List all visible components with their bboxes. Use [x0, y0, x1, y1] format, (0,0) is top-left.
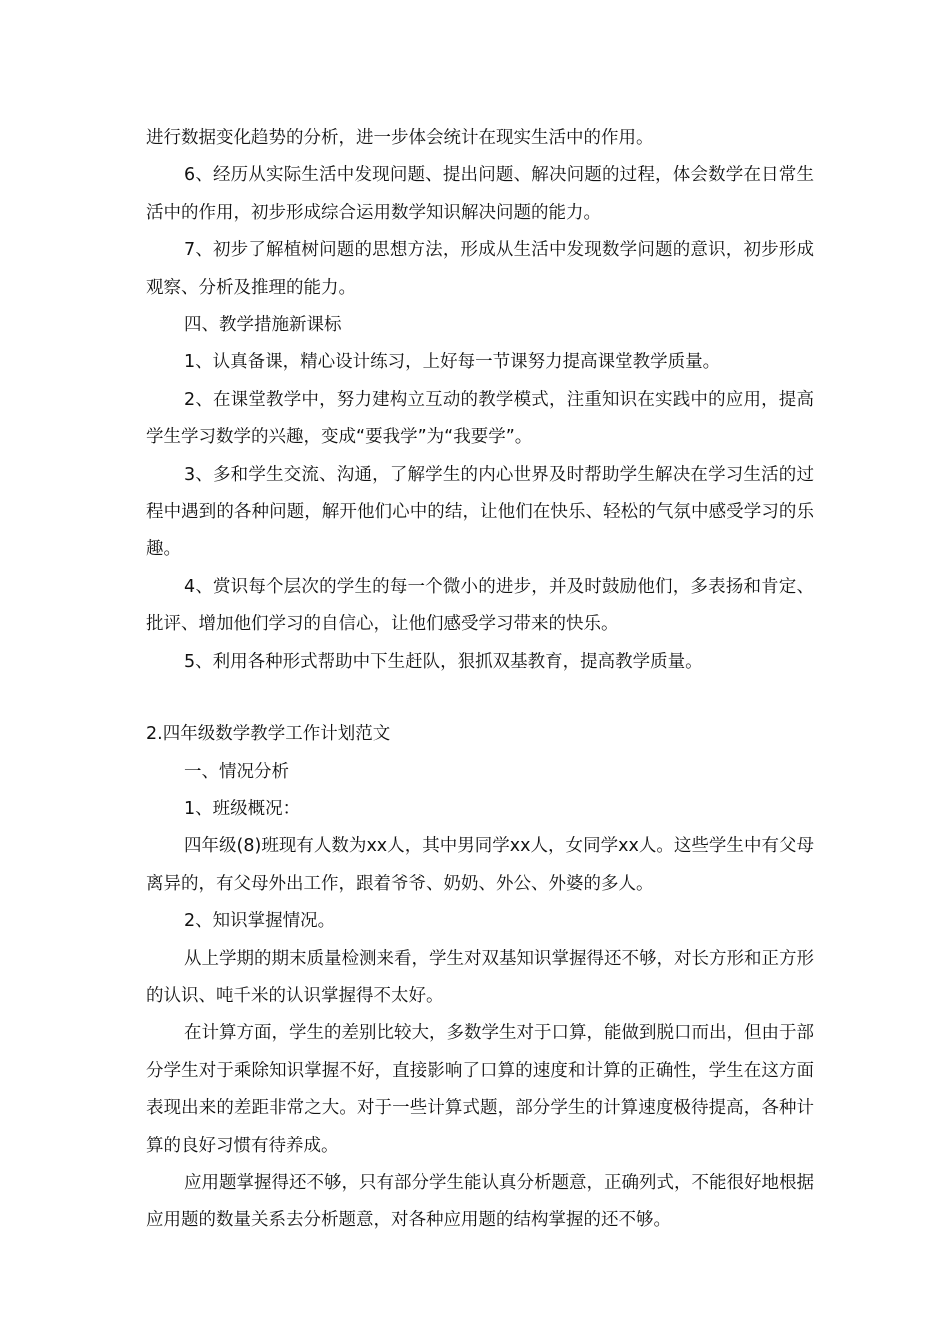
subheading-knowledge-mastery: 2、知识掌握情况。 [184, 911, 336, 932]
paragraph-measure-2: 2、在课堂教学中，努力建构立互动的教学模式，注重知识在实践中的应用，提高学生学习数学的兴趣，变成“要我学”为“我要学”。 [146, 389, 814, 448]
paragraph-word-problems: 应用题掌握得还不够，只有部分学生能认真分析题意，正确列式，不能很好地根据应用题的数量关系去分析题意，对各种应用题的结构掌握的还不够。 [146, 1172, 814, 1231]
section-heading-teaching-measures: 四、教学措施新课标 [184, 315, 342, 336]
paragraph-item-7: 7、初步了解植树问题的思想方法，形成从生活中发现数学问题的意识，初步形成观察、分析及推理的能力。 [146, 240, 814, 298]
section-heading-situation-analysis: 一、情况分析 [184, 761, 289, 782]
section-spacer [146, 681, 814, 716]
paragraph-measure-5: 5、利用各种形式帮助中下生赶队，狠抓双基教育，提高教学质量。 [184, 651, 703, 672]
paragraph-calculation: 在计算方面，学生的差别比较大，多数学生对于口算，能做到脱口而出，但由于部分学生对于乘除知识掌握不好，直接影响了口算的速度和计算的正确性，学生在这方面表现出来的差距非常之大。对于一些计算式题，部分学生的计算速度极待提高，各种计算的良好习惯有待养成。 [146, 1023, 814, 1156]
paragraph-measure-1: 1、认真备课，精心设计练习，上好每一节课努力提高课堂教学质量。 [184, 352, 721, 373]
paragraph-continuation: 进行数据变化趋势的分析，进一步体会统计在现实生活中的作用。 [146, 128, 654, 148]
paragraph-measure-4: 4、赏识每个层次的学生的每一个微小的进步，并及时鼓励他们，多表扬和肯定、批评、增加他们学习的自信心，让他们感受学习带来的快乐。 [146, 576, 814, 635]
subheading-class-overview: 1、班级概况： [184, 798, 301, 819]
paragraph-item-6: 6、经历从实际生活中发现问题、提出问题、解决问题的过程，体会数学在日常生活中的作用，初步形成综合运用数学知识解决问题的能力。 [146, 165, 814, 223]
article-title: 2.四年级数学教学工作计划范文 [146, 724, 391, 745]
paragraph-measure-3: 3、多和学生交流、沟通，了解学生的内心世界及时帮助学生解决在学习生活的过程中遇到的各种问题，解开他们心中的结，让他们在快乐、轻松的气氛中感受学习的乐趣。 [146, 464, 814, 560]
document-page [146, 120, 814, 1240]
paragraph-exam-result: 从上学期的期末质量检测来看，学生对双基知识掌握得还不够，对长方形和正方形的认识、吨千米的认识掌握得不太好。 [146, 948, 814, 1006]
paragraph-class-overview: 四年级(8)班现有人数为xx人，其中男同学xx人，女同学xx人。这些学生中有父母离异的，有父母外出工作，跟着爷爷、奶奶、外公、外婆的多人。 [146, 836, 814, 894]
